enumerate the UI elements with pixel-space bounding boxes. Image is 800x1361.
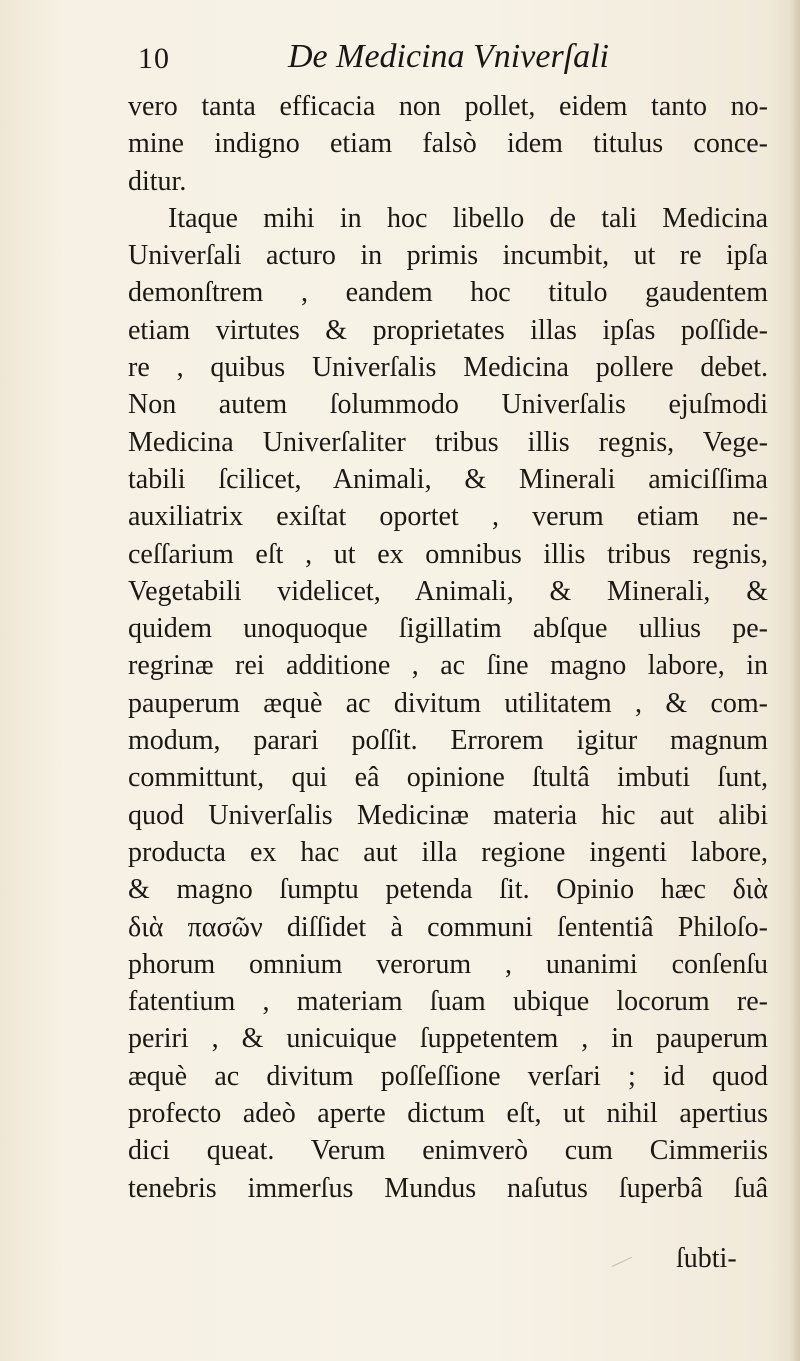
text-line: Itaque mihi in hoc libello de tali Medicina [168, 202, 768, 234]
page-header [138, 38, 658, 84]
page-number: 10 [138, 42, 170, 75]
text-line: Medicina Univerſaliter tribus illis regnis, Vege- [128, 426, 768, 458]
text-line: modum, parari poſſit. Errorem igitur magnum [128, 725, 768, 757]
text-line: regrinæ rei additione , ac ſine magno labore, in [128, 650, 768, 682]
text-line: æquè ac divitum poſſeſſione verſari ; id quod [128, 1060, 768, 1092]
body-text [128, 88, 768, 1207]
text-line: auxiliatrix exiſtat oportet , verum etiam ne- [128, 501, 768, 533]
text-line: demonſtrem , eandem hoc titulo gaudentem [128, 277, 768, 309]
text-line: tabili ſcilicet, Animali, & Minerali amiciſſima [128, 463, 768, 495]
text-line: mine indigno etiam falsò idem titulus conce- [128, 128, 768, 160]
text-line: ceſſarium eſt , ut ex omnibus illis tribus regnis, [128, 538, 768, 570]
text-line: διὰ πασῶν diſſidet à communi ſententiâ Philoſo- [128, 911, 768, 943]
text-line: Non autem ſolummodo Univerſalis ejuſmodi [128, 389, 768, 421]
text-line: & magno ſumptu petenda ſit. Opinio hæc διὰ [128, 874, 768, 906]
text-line: quod Univerſalis Medicinæ materia hic aut alibi [128, 799, 768, 831]
text-line: fatentium , materiam ſuam ubique locorum re- [128, 986, 768, 1018]
running-title: De Medicina Vniverſali [288, 38, 610, 75]
text-line: profecto adeò aperte dictum eſt, ut nihil apertius [128, 1098, 768, 1130]
text-line: Univerſali acturo in primis incumbit, ut re ipſa [128, 240, 768, 272]
text-line: vero tanta efficacia non pollet, eidem tanto no- [128, 91, 768, 122]
text-line: pauperum æquè ac divitum utilitatem , & com- [128, 687, 768, 719]
catchword: ſubti- [676, 1243, 737, 1274]
text-line: producta ex hac aut illa regione ingenti labore, [128, 836, 768, 868]
ink-smudge [606, 1244, 632, 1267]
text-line: re , quibus Univerſalis Medicina pollere debet. [128, 352, 768, 384]
text-line: periri , & unicuique ſuppetentem , in pauperum [128, 1023, 768, 1055]
text-line: dici queat. Verum enimverò cum Cimmeriis [128, 1135, 768, 1167]
text-line: quidem unoquoque ſigillatim abſque ullius pe- [128, 613, 768, 645]
text-line: ditur. [128, 165, 187, 197]
text-line: etiam virtutes & proprietates illas ipſas poſſide- [128, 314, 768, 346]
text-line: phorum omnium verorum , unanimi conſenſu [128, 948, 768, 980]
text-line: tenebris immerſus Mundus naſutus ſuperbâ ſuâ [128, 1172, 768, 1204]
text-line: Vegetabili videlicet, Animali, & Minerali, & [128, 575, 768, 607]
text-line: committunt, qui eâ opinione ſtultâ imbuti ſunt, [128, 762, 768, 794]
page-edge-shadow [790, 0, 800, 1361]
